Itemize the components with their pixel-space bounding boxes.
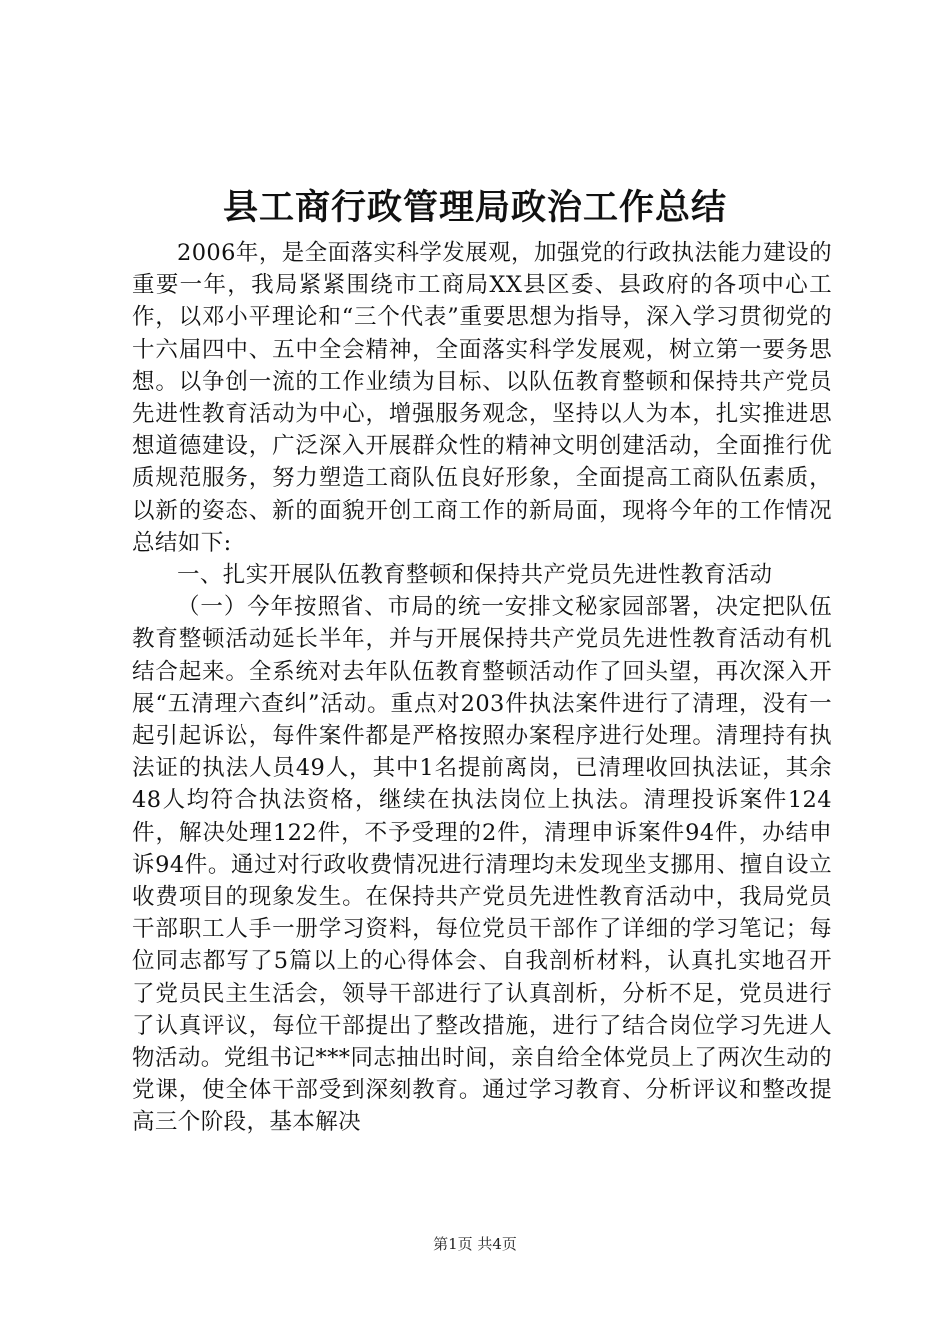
intro-paragraph: 2006年，是全面落实科学发展观，加强党的行政执法能力建设的重要一年，我局紧紧围绕市工商局XX县区委、县政府的各项中心工作，以邓小平理论和“三个代表”重要思想为指导，深入学习贯彻党的十六届四中、五中全会精神，全面落实科学发展观，树立第一要务思想。以争创一流的工作业绩为目标、以队伍教育整顿和保持共产党员先进性教育活动为中心，增强服务观念，坚持以人为本，扎实推进思想道德建设，广泛深入开展群众性的精神文明创建活动，全面推行优质规范服务，努力塑造工商队伍良好形象，全面提高工商队伍素质，以新的姿态、新的面貌开创工商工作的新局面，现将今年的工作情况总结如下:: [132, 240, 832, 556]
document-title: 县工商行政管理局政治工作总结: [222, 187, 727, 228]
page-footer: 第1页 共4页: [433, 1235, 517, 1253]
subsection-paragraph-1: （一）今年按照省、市局的统一安排文秘家园部署，决定把队伍教育整顿活动延长半年，并与开展保持共产党员先进性教育活动有机结合起来。全系统对去年队伍教育整顿活动作了回头望，再次深入开展“五清理六查纠”活动。重点对203件执法案件进行了清理，没有一起引起诉讼，每件案件都是严格按照办案程序进行处理。清理持有执法证的执法人员49人，其中1名提前离岗，已清理收回执法证，其余48人均符合执法资格，继续在执法岗位上执法。清理投诉案件124件，解决处理122件，不予受理的2件，清理申诉案件94件，办结申诉94件。通过对行政收费情况进行清理均未发现坐支挪用、擅自设立收费项目的现象发生。在保持共产党员先进性教育活动中，我局党员干部职工人手一册学习资料，每位党员干部作了详细的学习笔记；每位同志都写了5篇以上的心得体会、自我剖析材料，认真扎实地召开了党员民主生活会，领导干部进行了认真剖析，分析不足，党员进行了认真评议，每位干部提出了整改措施，进行了结合岗位学习先进人物活动。党组书记***同志抽出时间，亲自给全体党员上了两次生动的党课，使全体干部受到深刻教育。通过学习教育、分析评议和整改提高三个阶段，基本解决: [132, 594, 832, 1136]
document-body: [132, 237, 832, 1139]
section-heading-1: 一、扎实开展队伍教育整顿和保持共产党员先进性教育活动: [177, 562, 773, 589]
